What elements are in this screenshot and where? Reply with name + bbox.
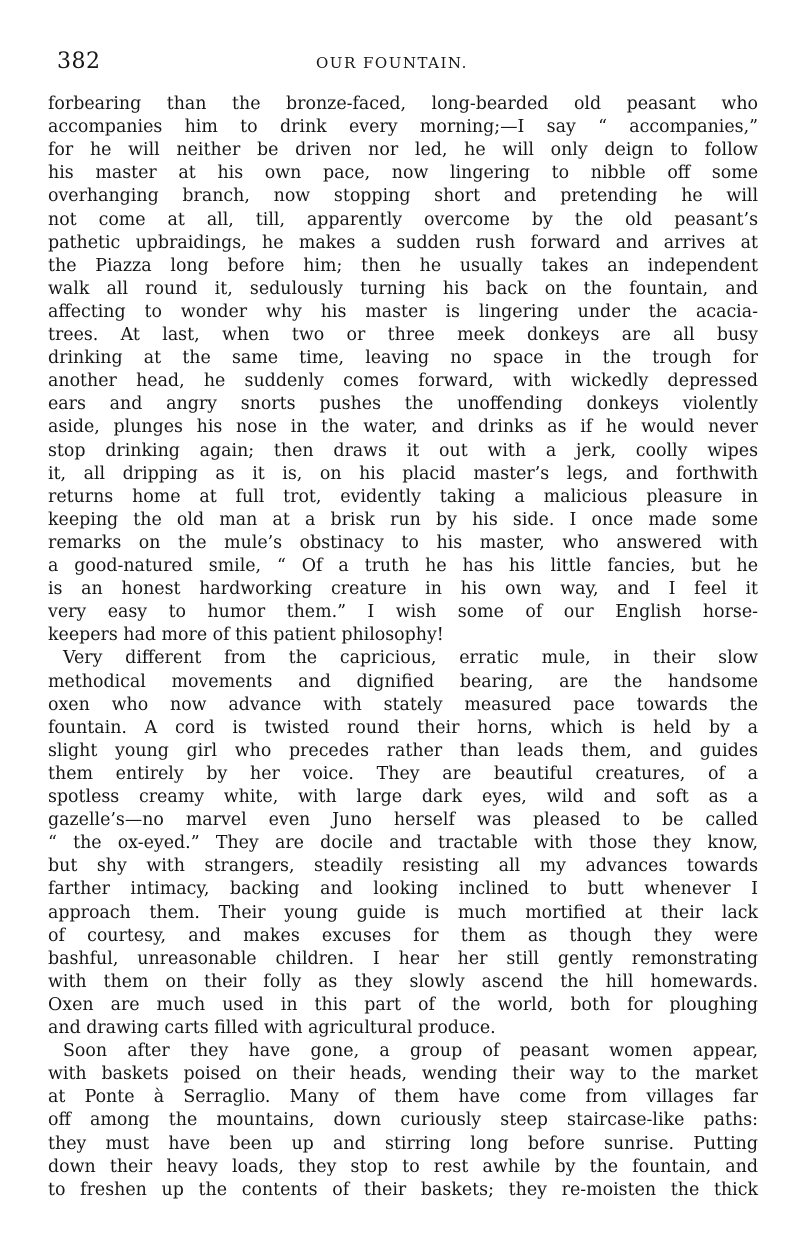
text-line: affecting to wonder why his master is lingering under the acacia- <box>48 301 758 322</box>
text-line: but shy with strangers, steadily resisting all my advances towards <box>48 856 758 877</box>
text-line: aside, plunges his nose in the water, and drinks as if he would never <box>48 417 758 438</box>
text-line: approach them. Their young guide is much mortified at their lack <box>48 902 758 923</box>
text-line: down their heavy loads, they stop to rest awhile by the fountain, and <box>48 1156 758 1177</box>
page-number: 382 <box>57 49 101 74</box>
text-line: and drawing carts filled with agricultural produce. <box>48 1018 496 1038</box>
text-line: another head, he suddenly comes forward, with wickedly depressed <box>48 371 758 392</box>
text-line: pathetic upbraidings, he makes a sudden rush forward and arrives at <box>48 232 758 253</box>
text-line: “ the ox-eyed.” They are docile and tractable with those they know, <box>48 833 758 854</box>
text-line: off among the mountains, down curiously steep staircase-like paths: <box>48 1110 758 1131</box>
text-line: for he will neither be driven nor led, he will only deign to follow <box>48 140 758 161</box>
text-line: with baskets poised on their heads, wending their way to the market <box>48 1064 758 1085</box>
text-line: returns home at full trot, evidently taking a malicious pleasure in <box>48 486 758 507</box>
text-line: of courtesy, and makes excuses for them as though they were <box>48 925 758 946</box>
text-line: remarks on the mule’s obstinacy to his master, who answered with <box>48 532 758 553</box>
text-line: they must have been up and stirring long before sunrise. Putting <box>48 1133 758 1154</box>
text-line: methodical movements and dignified bearing, are the handsome <box>48 671 758 692</box>
text-line: forbearing than the bronze-faced, long-bearded old peasant who <box>48 94 758 114</box>
text-line: gazelle’s—no marvel even Juno herself was pleased to be called <box>48 810 758 831</box>
text-line: keepers had more of this patient philosophy! <box>48 625 444 646</box>
text-line: walk all round it, sedulously turning his back on the fountain, and <box>48 278 758 299</box>
text-line: is an honest hardworking creature in his own way, and I feel it <box>48 579 758 600</box>
text-line: keeping the old man at a brisk run by his side. I once made some <box>48 509 758 530</box>
text-line: Soon after they have gone, a group of peasant women appear, <box>63 1041 758 1062</box>
text-line: a good-natured smile, “ Of a truth he has his little fancies, but he <box>48 556 758 576</box>
text-line: spotless creamy white, with large dark eyes, wild and soft as a <box>48 787 758 807</box>
text-line: to freshen up the contents of their baskets; they re-moisten the thick <box>48 1179 758 1200</box>
text-line: it, all dripping as it is, on his placid master’s legs, and forthwith <box>48 463 758 484</box>
text-line: accompanies him to drink every morning;—I say “ accompanies,” <box>48 117 758 138</box>
text-line: with them on their folly as they slowly ascend the hill homewards. <box>48 971 758 992</box>
text-line: very easy to humor them.” I wish some of our English horse- <box>48 602 758 623</box>
text-line: overhanging branch, now stopping short and pretending he will <box>48 186 758 207</box>
text-line: them entirely by her voice. They are beautiful creatures, of a <box>48 763 758 784</box>
text-line: his master at his own pace, now lingering to nibble off some <box>48 163 758 184</box>
text-line: stop drinking again; then draws it out with a jerk, coolly wipes <box>48 440 758 461</box>
text-line: bashful, unreasonable children. I hear her still gently remonstrating <box>48 948 758 969</box>
page-header <box>0 50 802 80</box>
text-line: farther intimacy, backing and looking inclined to butt whenever I <box>48 879 758 900</box>
running-title: OUR FOUNTAIN. <box>316 54 468 72</box>
text-line: not come at all, till, apparently overcome by the old peasant’s <box>48 209 758 230</box>
text-line: fountain. A cord is twisted round their horns, which is held by a <box>48 717 758 738</box>
text-line: at Ponte à Serraglio. Many of them have come from villages far <box>48 1087 758 1108</box>
text-line: the Piazza long before him; then he usually takes an independent <box>48 255 758 276</box>
text-line: ears and angry snorts pushes the unoffending donkeys violently <box>48 394 758 415</box>
text-line: Very different from the capricious, erratic mule, in their slow <box>63 648 758 669</box>
text-line: oxen who now advance with stately measured pace towards the <box>48 694 758 715</box>
text-line: trees. At last, when two or three meek donkeys are all busy <box>48 325 758 345</box>
text-line: drinking at the same time, leaving no space in the trough for <box>48 348 758 369</box>
text-line: slight young girl who precedes rather than leads them, and guides <box>48 740 758 761</box>
text-line: Oxen are much used in this part of the world, both for ploughing <box>48 994 758 1015</box>
